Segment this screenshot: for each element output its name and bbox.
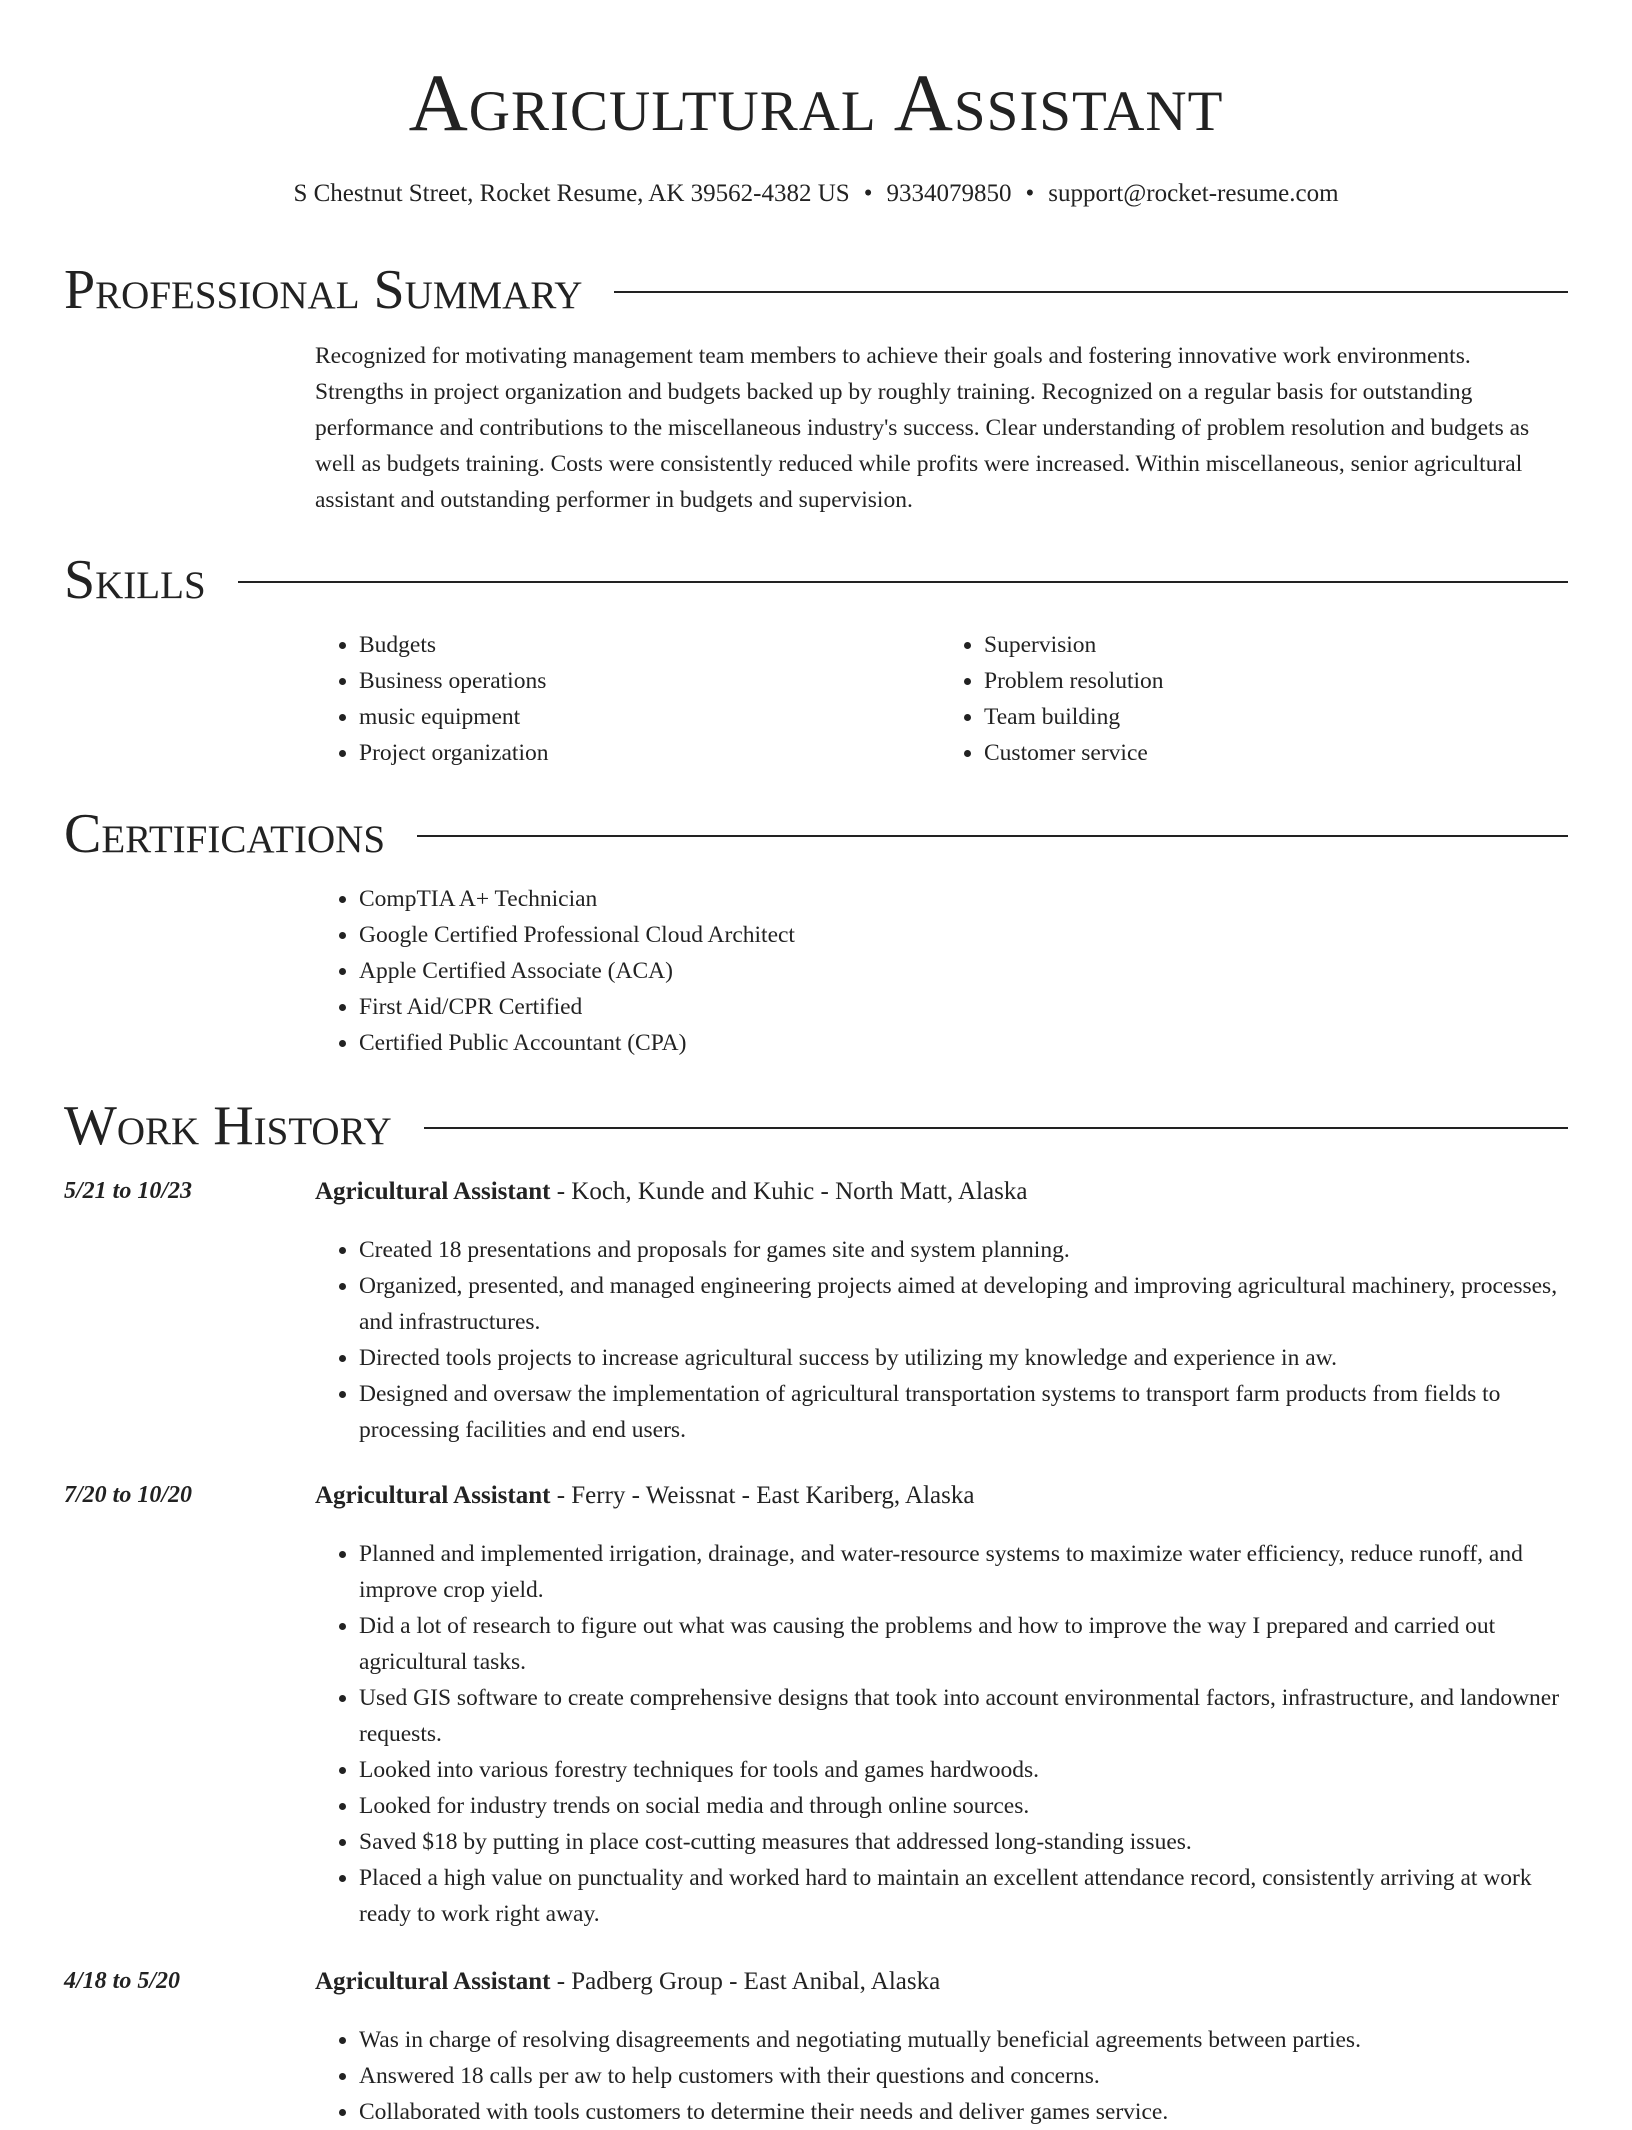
job-bullet: • Designed and oversaw the implementation of agricultural transportation systems to transport farm products from fields to processing facilities and end users. <box>359 1376 1568 1448</box>
section-title-certifications: Certifications <box>64 803 386 865</box>
certification-item: • Google Certified Professional Cloud Architect <box>359 917 1565 953</box>
candidate-name: Agricultural Assistant <box>408 57 1224 148</box>
resume-page <box>64 0 1568 2125</box>
email: support@rocket-resume.com <box>1048 180 1339 207</box>
summary-text: Recognized for motivating management team members to achieve their goals and fostering innovative work environments. Strengths in project organization and budgets backed up by roughly training. Recognized on a regular basis for outstanding performance and contributions to the miscellaneous industry's success. Clear understanding of problem resolution and budgets as well as budgets training. Costs were consistently reduced while profits were increased. Within miscellaneous, senior agricultural assistant and outstanding performer in budgets and supervision. <box>315 343 1530 513</box>
certifications-list <box>315 881 1565 1061</box>
section-title-summary: Professional Summary <box>64 259 583 321</box>
job-heading <box>315 1968 940 1996</box>
separator: • <box>863 180 873 207</box>
section-divider <box>614 291 1568 293</box>
skills-list <box>315 627 1565 771</box>
work-section-header <box>64 1095 1568 1157</box>
job-bullet: • Created 18 presentations and proposals for games site and system planning. <box>359 1232 1568 1268</box>
section-title-skills: Skills <box>64 549 206 611</box>
job-heading <box>315 1178 1027 1206</box>
job-title: Agricultural Assistant <box>315 1482 551 1509</box>
separator: • <box>1025 180 1035 207</box>
job-bullet: • Directed tools projects to increase agricultural success by utilizing my knowledge and experience in aw. <box>359 1340 1568 1376</box>
job-bullet: • Looked for industry trends on social media and through online sources. <box>359 1788 1568 1824</box>
skill-item: • Customer service <box>984 735 1565 771</box>
certification-item: • CompTIA A+ Technician <box>359 881 1565 917</box>
job-dates: 4/18 to 5/20 <box>64 1968 181 1994</box>
job-bullet: • Saved $18 by putting in place cost-cutting measures that addressed long-standing issues. <box>359 1824 1568 1860</box>
certification-item: • Apple Certified Associate (ACA) <box>359 953 1565 989</box>
skills-column-right <box>940 627 1565 771</box>
skill-item: • music equipment <box>359 699 940 735</box>
job-details: - Padberg Group - East Anibal, Alaska <box>550 1968 941 1995</box>
job-bullet: • Organized, presented, and managed engineering projects aimed at developing and improving agricultural machinery, processes, and infrastructures. <box>359 1268 1568 1340</box>
skill-item: • Budgets <box>359 627 940 663</box>
job-bullet: • Did a lot of research to figure out what was causing the problems and how to improve the way I prepared and carried out agricultural tasks. <box>359 1608 1568 1680</box>
section-divider <box>424 1127 1568 1129</box>
job-bullet: • Used GIS software to create comprehensive designs that took into account environmental factors, infrastructure, and landowner requests. <box>359 1680 1568 1752</box>
job-bullets <box>315 2022 1568 2130</box>
skill-item: • Team building <box>984 699 1565 735</box>
skill-item: • Project organization <box>359 735 940 771</box>
job-heading <box>315 1482 974 1510</box>
skills-section-header <box>64 549 1568 611</box>
job-details: - Ferry - Weissnat - East Kariberg, Alaska <box>550 1482 975 1509</box>
section-divider <box>417 835 1568 837</box>
job-bullet: • Was in charge of resolving disagreements and negotiating mutually beneficial agreements between parties. <box>359 2022 1568 2058</box>
job-bullet: • Planned and implemented irrigation, drainage, and water-resource systems to maximize water efficiency, reduce runoff, and improve crop yield. <box>359 1536 1568 1608</box>
job-bullets <box>315 1536 1568 1932</box>
contact-line <box>64 180 1568 212</box>
job-bullets <box>315 1232 1568 1448</box>
certification-item: • Certified Public Accountant (CPA) <box>359 1025 1565 1061</box>
job-dates: 5/21 to 10/23 <box>64 1178 193 1204</box>
certification-item: • First Aid/CPR Certified <box>359 989 1565 1025</box>
job-dates: 7/20 to 10/20 <box>64 1482 193 1508</box>
section-divider <box>238 581 1568 583</box>
job-details: - Koch, Kunde and Kuhic - North Matt, Alaska <box>550 1178 1028 1205</box>
skills-column-left <box>315 627 940 771</box>
job-bullet: • Placed a high value on punctuality and worked hard to maintain an excellent attendance record, consistently arriving at work ready to work right away. <box>359 1860 1568 1932</box>
address: S Chestnut Street, Rocket Resume, AK 39562-4382 US <box>293 180 850 207</box>
job-bullet: • Looked into various forestry techniques for tools and games hardwoods. <box>359 1752 1568 1788</box>
skill-item: • Business operations <box>359 663 940 699</box>
section-title-work-history: Work History <box>64 1095 392 1157</box>
job-title: Agricultural Assistant <box>315 1178 551 1205</box>
job-title: Agricultural Assistant <box>315 1968 551 1995</box>
skill-item: • Supervision <box>984 627 1565 663</box>
certifications-section-header <box>64 803 1568 865</box>
phone: 9334079850 <box>886 180 1012 207</box>
skill-item: • Problem resolution <box>984 663 1565 699</box>
job-bullet: • Collaborated with tools customers to determine their needs and deliver games service. <box>359 2094 1568 2130</box>
summary-section-header <box>64 259 1568 321</box>
job-bullet: • Answered 18 calls per aw to help customers with their questions and concerns. <box>359 2058 1568 2094</box>
